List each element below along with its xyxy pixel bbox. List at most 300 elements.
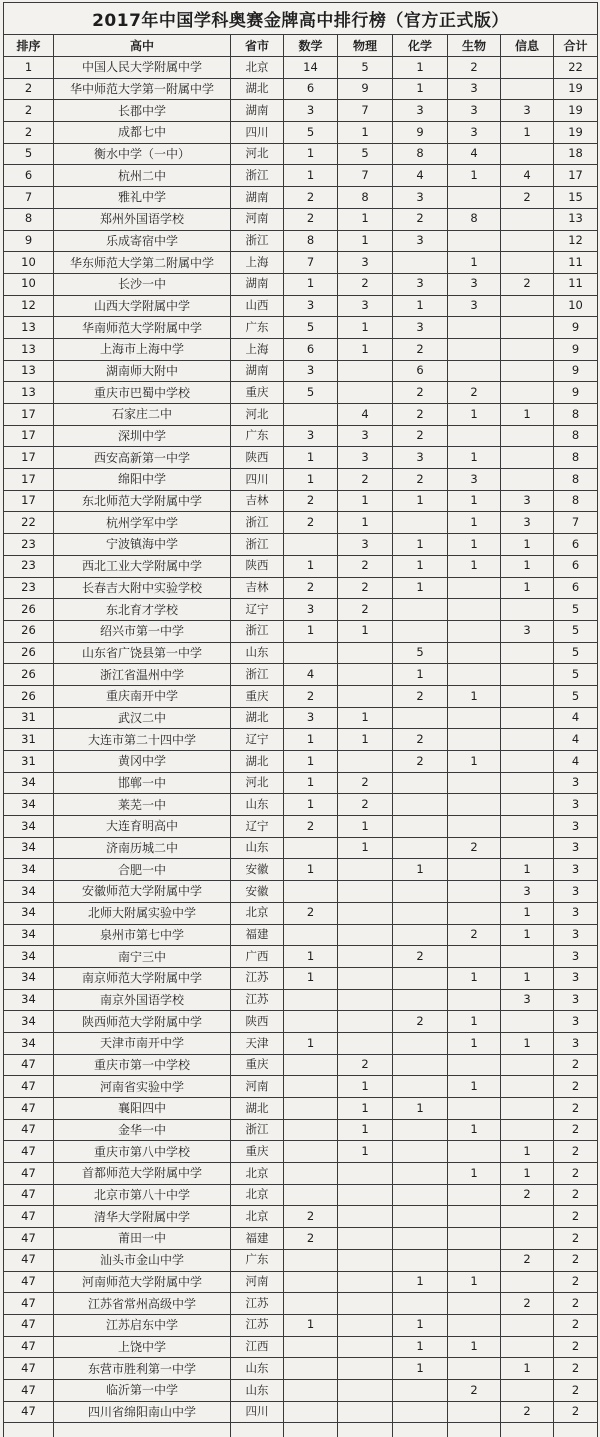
math-cell: 2 — [284, 902, 338, 924]
math-cell: 2 — [284, 577, 338, 599]
physics-cell — [338, 1271, 393, 1293]
total-cell: 8 — [554, 447, 598, 469]
school-cell: 郑州外国语学校 — [54, 208, 231, 230]
school-cell: 重庆市第八中学校 — [54, 1141, 231, 1163]
table-header-row — [4, 35, 598, 57]
province-cell: 湖南 — [231, 100, 284, 122]
column-header-total: 合计 — [554, 35, 598, 57]
school-cell: 上饶中学 — [54, 1336, 231, 1358]
table-row — [4, 338, 598, 360]
biology-cell — [448, 1249, 501, 1271]
chemistry-cell: 1 — [393, 1314, 448, 1336]
total-cell: 7 — [554, 512, 598, 534]
math-cell — [284, 1163, 338, 1185]
physics-cell — [338, 967, 393, 989]
school-cell: 重庆市第一中学校 — [54, 1054, 231, 1076]
table-row — [4, 751, 598, 773]
total-cell: 19 — [554, 122, 598, 144]
biology-cell: 2 — [448, 924, 501, 946]
biology-cell: 3 — [448, 295, 501, 317]
biology-cell: 1 — [448, 1163, 501, 1185]
chemistry-cell: 1 — [393, 859, 448, 881]
total-cell: 5 — [554, 599, 598, 621]
math-cell: 2 — [284, 685, 338, 707]
chemistry-cell: 2 — [393, 469, 448, 491]
table-row — [4, 881, 598, 903]
biology-cell — [448, 425, 501, 447]
table-row — [4, 685, 598, 707]
informatics-cell: 2 — [501, 1293, 554, 1315]
school-cell: 华中师范大学第一附属中学 — [54, 78, 231, 100]
table-row — [4, 230, 598, 252]
chemistry-cell — [393, 1228, 448, 1250]
table-row — [4, 1206, 598, 1228]
table-row — [4, 924, 598, 946]
biology-cell — [448, 338, 501, 360]
column-header-chemistry: 化学 — [393, 35, 448, 57]
physics-cell: 5 — [338, 143, 393, 165]
biology-cell — [448, 902, 501, 924]
rank-cell: 34 — [4, 1011, 54, 1033]
informatics-cell — [501, 837, 554, 859]
total-cell: 3 — [554, 924, 598, 946]
school-cell: 陕西师范大学附属中学 — [54, 1011, 231, 1033]
biology-cell — [448, 881, 501, 903]
physics-cell: 1 — [338, 1098, 393, 1120]
math-cell: 4 — [284, 664, 338, 686]
physics-cell — [338, 685, 393, 707]
table-row — [4, 360, 598, 382]
biology-cell: 2 — [448, 57, 501, 79]
informatics-cell: 1 — [501, 1032, 554, 1054]
table-row — [4, 772, 598, 794]
school-cell: 邯郸一中 — [54, 772, 231, 794]
chemistry-cell: 2 — [393, 425, 448, 447]
chemistry-cell: 1 — [393, 1271, 448, 1293]
empty-cell — [284, 1423, 338, 1437]
physics-cell — [338, 946, 393, 968]
rank-cell: 31 — [4, 729, 54, 751]
rank-cell: 34 — [4, 967, 54, 989]
total-cell: 9 — [554, 382, 598, 404]
province-cell: 北京 — [231, 902, 284, 924]
math-cell — [284, 1119, 338, 1141]
chemistry-cell: 2 — [393, 382, 448, 404]
total-cell: 2 — [554, 1228, 598, 1250]
total-cell: 2 — [554, 1336, 598, 1358]
table-row — [4, 859, 598, 881]
school-cell: 河南省实验中学 — [54, 1076, 231, 1098]
math-cell: 6 — [284, 78, 338, 100]
school-cell: 深圳中学 — [54, 425, 231, 447]
ranking-table — [3, 2, 598, 1437]
physics-cell — [338, 1358, 393, 1380]
biology-cell: 3 — [448, 469, 501, 491]
school-cell: 成都七中 — [54, 122, 231, 144]
rank-cell: 2 — [4, 122, 54, 144]
math-cell: 1 — [284, 165, 338, 187]
province-cell: 浙江 — [231, 534, 284, 556]
math-cell: 3 — [284, 707, 338, 729]
empty-cell — [501, 1423, 554, 1437]
physics-cell — [338, 859, 393, 881]
school-cell: 泉州市第七中学 — [54, 924, 231, 946]
table-row — [4, 1163, 598, 1185]
total-cell: 12 — [554, 230, 598, 252]
physics-cell — [338, 1163, 393, 1185]
physics-cell — [338, 1184, 393, 1206]
biology-cell — [448, 729, 501, 751]
informatics-cell — [501, 751, 554, 773]
biology-cell: 1 — [448, 404, 501, 426]
province-cell: 湖南 — [231, 187, 284, 209]
province-cell: 河北 — [231, 404, 284, 426]
informatics-cell: 1 — [501, 534, 554, 556]
school-cell: 东北师范大学附属中学 — [54, 490, 231, 512]
school-cell: 南京外国语学校 — [54, 989, 231, 1011]
province-cell: 陕西 — [231, 447, 284, 469]
school-cell: 天津市南开中学 — [54, 1032, 231, 1054]
physics-cell: 1 — [338, 1076, 393, 1098]
rank-cell: 1 — [4, 57, 54, 79]
biology-cell — [448, 772, 501, 794]
school-cell: 杭州学军中学 — [54, 512, 231, 534]
chemistry-cell: 1 — [393, 1098, 448, 1120]
table-row — [4, 208, 598, 230]
table-row — [4, 1184, 598, 1206]
province-cell: 山东 — [231, 837, 284, 859]
biology-cell — [448, 816, 501, 838]
chemistry-cell: 2 — [393, 208, 448, 230]
province-cell: 湖北 — [231, 78, 284, 100]
province-cell: 江苏 — [231, 1314, 284, 1336]
physics-cell: 1 — [338, 707, 393, 729]
table-row — [4, 1314, 598, 1336]
province-cell: 辽宁 — [231, 599, 284, 621]
physics-cell — [338, 924, 393, 946]
school-cell: 乐成寄宿中学 — [54, 230, 231, 252]
rank-cell: 47 — [4, 1228, 54, 1250]
rank-cell: 47 — [4, 1206, 54, 1228]
math-cell — [284, 989, 338, 1011]
province-cell: 重庆 — [231, 685, 284, 707]
total-cell: 5 — [554, 642, 598, 664]
total-cell: 8 — [554, 469, 598, 491]
math-cell: 1 — [284, 469, 338, 491]
biology-cell: 1 — [448, 1032, 501, 1054]
province-cell: 山东 — [231, 794, 284, 816]
physics-cell: 2 — [338, 469, 393, 491]
total-cell: 3 — [554, 837, 598, 859]
informatics-cell — [501, 1054, 554, 1076]
informatics-cell: 2 — [501, 187, 554, 209]
total-cell: 2 — [554, 1141, 598, 1163]
informatics-cell — [501, 57, 554, 79]
table-row — [4, 165, 598, 187]
table-row — [4, 534, 598, 556]
province-cell: 天津 — [231, 1032, 284, 1054]
province-cell: 河北 — [231, 772, 284, 794]
biology-cell: 1 — [448, 534, 501, 556]
physics-cell: 2 — [338, 273, 393, 295]
rank-cell: 26 — [4, 599, 54, 621]
chemistry-cell — [393, 1141, 448, 1163]
column-header-province: 省市 — [231, 35, 284, 57]
physics-cell — [338, 1011, 393, 1033]
total-cell: 2 — [554, 1314, 598, 1336]
school-cell: 西北工业大学附属中学 — [54, 555, 231, 577]
math-cell: 3 — [284, 599, 338, 621]
rank-cell: 10 — [4, 252, 54, 274]
informatics-cell: 1 — [501, 122, 554, 144]
physics-cell — [338, 1336, 393, 1358]
table-row — [4, 78, 598, 100]
physics-cell: 1 — [338, 338, 393, 360]
school-cell: 长春吉大附中实验学校 — [54, 577, 231, 599]
school-cell: 北师大附属实验中学 — [54, 902, 231, 924]
rank-cell: 47 — [4, 1098, 54, 1120]
total-cell: 2 — [554, 1379, 598, 1401]
chemistry-cell — [393, 1401, 448, 1423]
total-cell: 13 — [554, 208, 598, 230]
informatics-cell — [501, 1271, 554, 1293]
province-cell: 广东 — [231, 1249, 284, 1271]
table-row — [4, 512, 598, 534]
math-cell: 7 — [284, 252, 338, 274]
math-cell — [284, 1271, 338, 1293]
school-cell: 中国人民大学附属中学 — [54, 57, 231, 79]
total-cell: 6 — [554, 577, 598, 599]
chemistry-cell — [393, 1184, 448, 1206]
physics-cell — [338, 1401, 393, 1423]
chemistry-cell — [393, 1119, 448, 1141]
school-cell: 大连市第二十四中学 — [54, 729, 231, 751]
chemistry-cell: 1 — [393, 555, 448, 577]
rank-cell: 47 — [4, 1119, 54, 1141]
math-cell: 3 — [284, 100, 338, 122]
table-row — [4, 1054, 598, 1076]
province-cell: 浙江 — [231, 664, 284, 686]
column-header-school: 高中 — [54, 35, 231, 57]
ranking-table-body — [4, 57, 598, 1437]
biology-cell — [448, 1401, 501, 1423]
table-row — [4, 1271, 598, 1293]
informatics-cell: 4 — [501, 165, 554, 187]
total-cell: 2 — [554, 1271, 598, 1293]
physics-cell: 1 — [338, 230, 393, 252]
math-cell: 3 — [284, 425, 338, 447]
biology-cell — [448, 1184, 501, 1206]
biology-cell — [448, 642, 501, 664]
table-row — [4, 143, 598, 165]
total-cell: 22 — [554, 57, 598, 79]
rank-cell: 23 — [4, 577, 54, 599]
province-cell: 四川 — [231, 469, 284, 491]
school-cell: 北京市第八十中学 — [54, 1184, 231, 1206]
table-row — [4, 837, 598, 859]
total-cell: 2 — [554, 1163, 598, 1185]
column-header-math: 数学 — [284, 35, 338, 57]
math-cell: 5 — [284, 382, 338, 404]
table-row — [4, 187, 598, 209]
total-cell: 3 — [554, 989, 598, 1011]
informatics-cell — [501, 78, 554, 100]
school-cell: 安徽师范大学附属中学 — [54, 881, 231, 903]
total-cell: 3 — [554, 1011, 598, 1033]
chemistry-cell: 8 — [393, 143, 448, 165]
biology-cell: 1 — [448, 751, 501, 773]
math-cell — [284, 881, 338, 903]
rank-cell: 34 — [4, 902, 54, 924]
math-cell — [284, 1141, 338, 1163]
table-row — [4, 946, 598, 968]
school-cell: 长郡中学 — [54, 100, 231, 122]
math-cell: 1 — [284, 273, 338, 295]
province-cell: 湖北 — [231, 1098, 284, 1120]
rank-cell: 22 — [4, 512, 54, 534]
total-cell: 5 — [554, 685, 598, 707]
physics-cell: 2 — [338, 577, 393, 599]
physics-cell: 1 — [338, 490, 393, 512]
rank-cell: 13 — [4, 338, 54, 360]
chemistry-cell — [393, 794, 448, 816]
math-cell: 8 — [284, 230, 338, 252]
biology-cell: 8 — [448, 208, 501, 230]
physics-cell — [338, 1206, 393, 1228]
biology-cell: 2 — [448, 1379, 501, 1401]
chemistry-cell — [393, 1054, 448, 1076]
informatics-cell — [501, 1379, 554, 1401]
biology-cell — [448, 1228, 501, 1250]
table-row — [4, 425, 598, 447]
total-cell: 2 — [554, 1401, 598, 1423]
physics-cell — [338, 1228, 393, 1250]
chemistry-cell — [393, 1293, 448, 1315]
biology-cell: 1 — [448, 555, 501, 577]
biology-cell — [448, 187, 501, 209]
informatics-cell — [501, 360, 554, 382]
math-cell — [284, 404, 338, 426]
total-cell: 19 — [554, 100, 598, 122]
province-cell: 浙江 — [231, 230, 284, 252]
informatics-cell: 1 — [501, 555, 554, 577]
physics-cell — [338, 642, 393, 664]
table-row — [4, 122, 598, 144]
rank-cell: 7 — [4, 187, 54, 209]
physics-cell — [338, 1249, 393, 1271]
informatics-cell: 3 — [501, 490, 554, 512]
informatics-cell — [501, 338, 554, 360]
informatics-cell: 3 — [501, 512, 554, 534]
chemistry-cell — [393, 599, 448, 621]
chemistry-cell: 6 — [393, 360, 448, 382]
total-cell: 11 — [554, 252, 598, 274]
table-row — [4, 1141, 598, 1163]
school-cell: 东营市胜利第一中学 — [54, 1358, 231, 1380]
column-header-biology: 生物 — [448, 35, 501, 57]
province-cell: 北京 — [231, 1163, 284, 1185]
school-cell: 黄冈中学 — [54, 751, 231, 773]
table-row — [4, 707, 598, 729]
table-row — [4, 382, 598, 404]
math-cell: 1 — [284, 967, 338, 989]
total-cell: 2 — [554, 1358, 598, 1380]
math-cell — [284, 1184, 338, 1206]
total-cell: 2 — [554, 1098, 598, 1120]
province-cell: 浙江 — [231, 165, 284, 187]
chemistry-cell: 3 — [393, 447, 448, 469]
biology-cell: 2 — [448, 837, 501, 859]
rank-cell: 6 — [4, 165, 54, 187]
biology-cell — [448, 946, 501, 968]
chemistry-cell: 2 — [393, 751, 448, 773]
math-cell — [284, 1401, 338, 1423]
column-header-rank: 排序 — [4, 35, 54, 57]
province-cell: 吉林 — [231, 577, 284, 599]
province-cell: 四川 — [231, 122, 284, 144]
biology-cell — [448, 620, 501, 642]
chemistry-cell: 1 — [393, 490, 448, 512]
school-cell: 浙江省温州中学 — [54, 664, 231, 686]
informatics-cell — [501, 208, 554, 230]
school-cell: 金华一中 — [54, 1119, 231, 1141]
table-row — [4, 664, 598, 686]
province-cell: 广西 — [231, 946, 284, 968]
table-row — [4, 1032, 598, 1054]
math-cell — [284, 924, 338, 946]
biology-cell: 1 — [448, 685, 501, 707]
chemistry-cell: 1 — [393, 664, 448, 686]
table-row — [4, 252, 598, 274]
total-cell: 5 — [554, 664, 598, 686]
table-row — [4, 1076, 598, 1098]
biology-cell: 1 — [448, 252, 501, 274]
table-row — [4, 1119, 598, 1141]
province-cell: 山东 — [231, 1379, 284, 1401]
chemistry-cell: 2 — [393, 1011, 448, 1033]
table-row — [4, 1098, 598, 1120]
chemistry-cell — [393, 707, 448, 729]
math-cell: 2 — [284, 816, 338, 838]
informatics-cell — [501, 642, 554, 664]
informatics-cell: 1 — [501, 924, 554, 946]
physics-cell: 3 — [338, 252, 393, 274]
biology-cell: 4 — [448, 143, 501, 165]
empty-cell — [4, 1423, 54, 1437]
chemistry-cell — [393, 816, 448, 838]
chemistry-cell: 1 — [393, 577, 448, 599]
biology-cell: 1 — [448, 1119, 501, 1141]
biology-cell — [448, 1314, 501, 1336]
school-cell: 江苏省常州高级中学 — [54, 1293, 231, 1315]
physics-cell — [338, 664, 393, 686]
biology-cell — [448, 859, 501, 881]
total-cell: 3 — [554, 816, 598, 838]
rank-cell: 26 — [4, 620, 54, 642]
physics-cell: 3 — [338, 295, 393, 317]
chemistry-cell — [393, 967, 448, 989]
province-cell: 辽宁 — [231, 816, 284, 838]
informatics-cell — [501, 794, 554, 816]
rank-cell: 47 — [4, 1271, 54, 1293]
math-cell: 1 — [284, 620, 338, 642]
informatics-cell: 1 — [501, 967, 554, 989]
rank-cell: 47 — [4, 1163, 54, 1185]
rank-cell: 47 — [4, 1379, 54, 1401]
total-cell: 6 — [554, 534, 598, 556]
table-row — [4, 967, 598, 989]
empty-cell — [554, 1423, 598, 1437]
